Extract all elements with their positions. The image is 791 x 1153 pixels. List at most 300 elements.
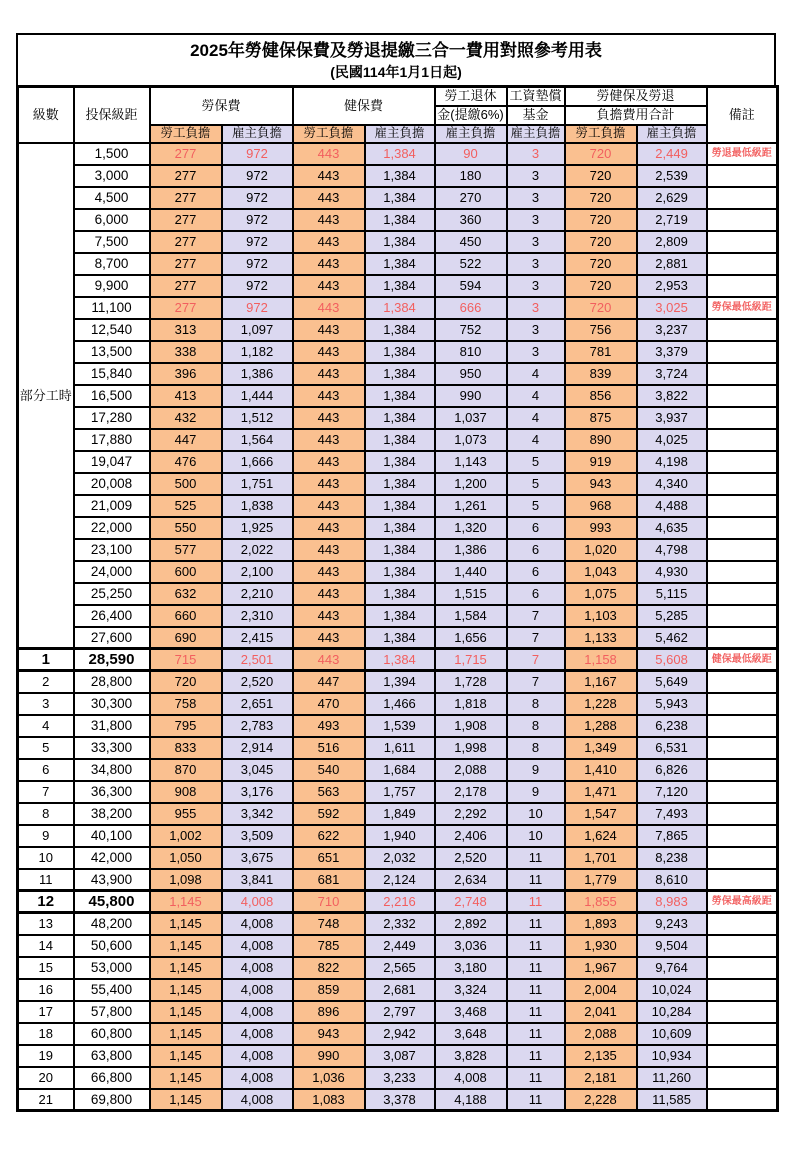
level-cell: 2 bbox=[18, 671, 74, 693]
value-cell: 9 bbox=[507, 759, 565, 781]
level-cell: 15 bbox=[18, 957, 74, 979]
salary-cell: 30,300 bbox=[74, 693, 150, 715]
value-cell: 1,384 bbox=[365, 627, 435, 649]
value-cell: 2,783 bbox=[222, 715, 293, 737]
value-cell: 1,564 bbox=[222, 429, 293, 451]
value-cell: 1,036 bbox=[293, 1067, 365, 1089]
level-cell: 11 bbox=[18, 869, 74, 891]
value-cell: 594 bbox=[435, 275, 507, 297]
value-cell: 4,008 bbox=[222, 979, 293, 1001]
value-cell: 4,008 bbox=[222, 957, 293, 979]
value-cell: 1,384 bbox=[365, 187, 435, 209]
value-cell: 1,083 bbox=[293, 1089, 365, 1111]
value-cell: 6 bbox=[507, 517, 565, 539]
value-cell: 7 bbox=[507, 671, 565, 693]
value-cell: 3,176 bbox=[222, 781, 293, 803]
salary-cell: 4,500 bbox=[74, 187, 150, 209]
value-cell: 1,384 bbox=[365, 517, 435, 539]
value-cell: 443 bbox=[293, 231, 365, 253]
value-cell: 3,045 bbox=[222, 759, 293, 781]
header-total-line2: 負擔費用合計 bbox=[565, 106, 707, 125]
value-cell: 277 bbox=[150, 231, 222, 253]
value-cell: 2,088 bbox=[565, 1023, 637, 1045]
value-cell: 1,751 bbox=[222, 473, 293, 495]
value-cell: 1,002 bbox=[150, 825, 222, 847]
value-cell: 1,893 bbox=[565, 913, 637, 935]
table-row bbox=[18, 495, 778, 517]
value-cell: 443 bbox=[293, 473, 365, 495]
note-cell bbox=[707, 935, 778, 957]
value-cell: 4,188 bbox=[435, 1089, 507, 1111]
note-cell bbox=[707, 451, 778, 473]
note-cell bbox=[707, 495, 778, 517]
value-cell: 990 bbox=[293, 1045, 365, 1067]
value-cell: 2,041 bbox=[565, 1001, 637, 1023]
value-cell: 1,384 bbox=[365, 231, 435, 253]
title-box bbox=[16, 33, 776, 85]
value-cell: 1,073 bbox=[435, 429, 507, 451]
value-cell: 11 bbox=[507, 1089, 565, 1111]
value-cell: 443 bbox=[293, 561, 365, 583]
table-row bbox=[18, 847, 778, 869]
value-cell: 1,384 bbox=[365, 561, 435, 583]
value-cell: 690 bbox=[150, 627, 222, 649]
value-cell: 1,384 bbox=[365, 143, 435, 165]
note-cell: 勞保最高級距 bbox=[707, 891, 778, 913]
value-cell: 3,025 bbox=[637, 297, 707, 319]
value-cell: 622 bbox=[293, 825, 365, 847]
salary-cell: 19,047 bbox=[74, 451, 150, 473]
value-cell: 972 bbox=[222, 253, 293, 275]
value-cell: 870 bbox=[150, 759, 222, 781]
value-cell: 3,342 bbox=[222, 803, 293, 825]
table-header bbox=[18, 87, 778, 143]
value-cell: 2,501 bbox=[222, 649, 293, 671]
value-cell: 1,386 bbox=[222, 363, 293, 385]
value-cell: 2,178 bbox=[435, 781, 507, 803]
value-cell: 2,953 bbox=[637, 275, 707, 297]
salary-cell: 17,280 bbox=[74, 407, 150, 429]
value-cell: 7 bbox=[507, 649, 565, 671]
salary-cell: 66,800 bbox=[74, 1067, 150, 1089]
value-cell: 2,914 bbox=[222, 737, 293, 759]
value-cell: 4,008 bbox=[222, 1067, 293, 1089]
level-cell: 7 bbox=[18, 781, 74, 803]
value-cell: 1,384 bbox=[365, 605, 435, 627]
value-cell: 1,349 bbox=[565, 737, 637, 759]
salary-cell: 33,300 bbox=[74, 737, 150, 759]
table-row bbox=[18, 209, 778, 231]
value-cell: 2,565 bbox=[365, 957, 435, 979]
value-cell: 6 bbox=[507, 539, 565, 561]
value-cell: 3 bbox=[507, 297, 565, 319]
value-cell: 9,243 bbox=[637, 913, 707, 935]
value-cell: 2,100 bbox=[222, 561, 293, 583]
note-cell bbox=[707, 429, 778, 451]
value-cell: 6,826 bbox=[637, 759, 707, 781]
value-cell: 313 bbox=[150, 319, 222, 341]
value-cell: 4,025 bbox=[637, 429, 707, 451]
value-cell: 1,384 bbox=[365, 649, 435, 671]
salary-cell: 11,100 bbox=[74, 297, 150, 319]
value-cell: 277 bbox=[150, 209, 222, 231]
level-cell: 5 bbox=[18, 737, 74, 759]
note-cell bbox=[707, 1067, 778, 1089]
note-cell bbox=[707, 341, 778, 363]
value-cell: 950 bbox=[435, 363, 507, 385]
salary-cell: 55,400 bbox=[74, 979, 150, 1001]
value-cell: 1,466 bbox=[365, 693, 435, 715]
salary-cell: 7,500 bbox=[74, 231, 150, 253]
value-cell: 1,940 bbox=[365, 825, 435, 847]
value-cell: 4 bbox=[507, 407, 565, 429]
value-cell: 972 bbox=[222, 187, 293, 209]
header-pension-line1: 勞工退休 bbox=[435, 87, 507, 106]
level-cell: 3 bbox=[18, 693, 74, 715]
value-cell: 3,036 bbox=[435, 935, 507, 957]
header-level: 級數 bbox=[18, 87, 74, 143]
value-cell: 4,930 bbox=[637, 561, 707, 583]
value-cell: 1,320 bbox=[435, 517, 507, 539]
table-row bbox=[18, 1089, 778, 1111]
value-cell: 681 bbox=[293, 869, 365, 891]
table-row bbox=[18, 693, 778, 715]
value-cell: 3,379 bbox=[637, 341, 707, 363]
level-cell: 13 bbox=[18, 913, 74, 935]
value-cell: 990 bbox=[435, 385, 507, 407]
header-pension-employer-share: 雇主負擔 bbox=[435, 125, 507, 143]
value-cell: 3,233 bbox=[365, 1067, 435, 1089]
value-cell: 443 bbox=[293, 363, 365, 385]
table-row bbox=[18, 143, 778, 165]
value-cell: 2,022 bbox=[222, 539, 293, 561]
table-row bbox=[18, 715, 778, 737]
value-cell: 3 bbox=[507, 209, 565, 231]
note-cell bbox=[707, 693, 778, 715]
value-cell: 443 bbox=[293, 495, 365, 517]
value-cell: 6 bbox=[507, 583, 565, 605]
value-cell: 1,145 bbox=[150, 1045, 222, 1067]
level-cell: 4 bbox=[18, 715, 74, 737]
value-cell: 4,198 bbox=[637, 451, 707, 473]
value-cell: 781 bbox=[565, 341, 637, 363]
value-cell: 470 bbox=[293, 693, 365, 715]
table-row bbox=[18, 451, 778, 473]
value-cell: 1,715 bbox=[435, 649, 507, 671]
value-cell: 972 bbox=[222, 165, 293, 187]
value-cell: 1,855 bbox=[565, 891, 637, 913]
value-cell: 1,547 bbox=[565, 803, 637, 825]
salary-cell: 20,008 bbox=[74, 473, 150, 495]
value-cell: 1,288 bbox=[565, 715, 637, 737]
value-cell: 8,610 bbox=[637, 869, 707, 891]
value-cell: 720 bbox=[565, 143, 637, 165]
table-body bbox=[18, 143, 778, 1111]
value-cell: 450 bbox=[435, 231, 507, 253]
value-cell: 592 bbox=[293, 803, 365, 825]
value-cell: 5 bbox=[507, 495, 565, 517]
note-cell bbox=[707, 869, 778, 891]
table-row bbox=[18, 385, 778, 407]
value-cell: 1,145 bbox=[150, 1067, 222, 1089]
value-cell: 1,384 bbox=[365, 473, 435, 495]
value-cell: 859 bbox=[293, 979, 365, 1001]
header-wage-fund-line2: 基金 bbox=[507, 106, 565, 125]
value-cell: 447 bbox=[293, 671, 365, 693]
salary-cell: 12,540 bbox=[74, 319, 150, 341]
value-cell: 443 bbox=[293, 341, 365, 363]
salary-cell: 63,800 bbox=[74, 1045, 150, 1067]
value-cell: 1,838 bbox=[222, 495, 293, 517]
value-cell: 447 bbox=[150, 429, 222, 451]
value-cell: 2,681 bbox=[365, 979, 435, 1001]
salary-cell: 21,009 bbox=[74, 495, 150, 517]
table-row bbox=[18, 583, 778, 605]
value-cell: 972 bbox=[222, 209, 293, 231]
value-cell: 1,384 bbox=[365, 165, 435, 187]
value-cell: 2,629 bbox=[637, 187, 707, 209]
value-cell: 2,449 bbox=[365, 935, 435, 957]
value-cell: 3,324 bbox=[435, 979, 507, 1001]
value-cell: 3,087 bbox=[365, 1045, 435, 1067]
value-cell: 9,764 bbox=[637, 957, 707, 979]
value-cell: 1,539 bbox=[365, 715, 435, 737]
page-title: 2025年勞健保保費及勞退提繳三合一費用對照參考用表 bbox=[190, 41, 602, 60]
value-cell: 8,238 bbox=[637, 847, 707, 869]
value-cell: 443 bbox=[293, 319, 365, 341]
value-cell: 2,942 bbox=[365, 1023, 435, 1045]
value-cell: 4,635 bbox=[637, 517, 707, 539]
value-cell: 3 bbox=[507, 275, 565, 297]
value-cell: 720 bbox=[150, 671, 222, 693]
value-cell: 8 bbox=[507, 737, 565, 759]
value-cell: 1,384 bbox=[365, 583, 435, 605]
header-labor-employer-share: 雇主負擔 bbox=[222, 125, 293, 143]
table-row bbox=[18, 561, 778, 583]
value-cell: 3 bbox=[507, 341, 565, 363]
value-cell: 4,008 bbox=[222, 1045, 293, 1067]
value-cell: 2,539 bbox=[637, 165, 707, 187]
value-cell: 5,649 bbox=[637, 671, 707, 693]
table-row bbox=[18, 737, 778, 759]
value-cell: 2,292 bbox=[435, 803, 507, 825]
note-cell bbox=[707, 407, 778, 429]
salary-cell: 25,250 bbox=[74, 583, 150, 605]
value-cell: 2,332 bbox=[365, 913, 435, 935]
value-cell: 632 bbox=[150, 583, 222, 605]
value-cell: 1,656 bbox=[435, 627, 507, 649]
value-cell: 715 bbox=[150, 649, 222, 671]
value-cell: 2,210 bbox=[222, 583, 293, 605]
note-cell bbox=[707, 1001, 778, 1023]
value-cell: 890 bbox=[565, 429, 637, 451]
value-cell: 3,509 bbox=[222, 825, 293, 847]
value-cell: 277 bbox=[150, 187, 222, 209]
value-cell: 4 bbox=[507, 385, 565, 407]
value-cell: 2,634 bbox=[435, 869, 507, 891]
value-cell: 4,008 bbox=[222, 913, 293, 935]
value-cell: 758 bbox=[150, 693, 222, 715]
note-cell bbox=[707, 187, 778, 209]
value-cell: 3,822 bbox=[637, 385, 707, 407]
value-cell: 1,143 bbox=[435, 451, 507, 473]
value-cell: 720 bbox=[565, 297, 637, 319]
value-cell: 5 bbox=[507, 473, 565, 495]
value-cell: 1,967 bbox=[565, 957, 637, 979]
value-cell: 1,701 bbox=[565, 847, 637, 869]
value-cell: 1,145 bbox=[150, 913, 222, 935]
note-cell bbox=[707, 1045, 778, 1067]
value-cell: 1,384 bbox=[365, 275, 435, 297]
value-cell: 3 bbox=[507, 143, 565, 165]
value-cell: 1,228 bbox=[565, 693, 637, 715]
value-cell: 443 bbox=[293, 627, 365, 649]
value-cell: 1,384 bbox=[365, 385, 435, 407]
value-cell: 90 bbox=[435, 143, 507, 165]
salary-cell: 36,300 bbox=[74, 781, 150, 803]
value-cell: 1,261 bbox=[435, 495, 507, 517]
value-cell: 4,008 bbox=[435, 1067, 507, 1089]
value-cell: 443 bbox=[293, 209, 365, 231]
value-cell: 2,216 bbox=[365, 891, 435, 913]
value-cell: 2,520 bbox=[222, 671, 293, 693]
value-cell: 2,032 bbox=[365, 847, 435, 869]
value-cell: 550 bbox=[150, 517, 222, 539]
value-cell: 1,182 bbox=[222, 341, 293, 363]
value-cell: 2,719 bbox=[637, 209, 707, 231]
value-cell: 516 bbox=[293, 737, 365, 759]
level-cell: 10 bbox=[18, 847, 74, 869]
value-cell: 1,384 bbox=[365, 407, 435, 429]
value-cell: 4 bbox=[507, 429, 565, 451]
value-cell: 432 bbox=[150, 407, 222, 429]
value-cell: 3 bbox=[507, 165, 565, 187]
value-cell: 443 bbox=[293, 451, 365, 473]
table-row bbox=[18, 539, 778, 561]
note-cell bbox=[707, 847, 778, 869]
salary-cell: 16,500 bbox=[74, 385, 150, 407]
value-cell: 10,609 bbox=[637, 1023, 707, 1045]
value-cell: 1,384 bbox=[365, 297, 435, 319]
salary-cell: 57,800 bbox=[74, 1001, 150, 1023]
value-cell: 1,757 bbox=[365, 781, 435, 803]
table-row bbox=[18, 803, 778, 825]
note-cell bbox=[707, 583, 778, 605]
value-cell: 908 bbox=[150, 781, 222, 803]
value-cell: 4,008 bbox=[222, 1089, 293, 1111]
value-cell: 839 bbox=[565, 363, 637, 385]
table-row bbox=[18, 913, 778, 935]
value-cell: 1,908 bbox=[435, 715, 507, 737]
value-cell: 720 bbox=[565, 231, 637, 253]
value-cell: 7,493 bbox=[637, 803, 707, 825]
value-cell: 476 bbox=[150, 451, 222, 473]
value-cell: 11 bbox=[507, 1023, 565, 1045]
table-row bbox=[18, 979, 778, 1001]
value-cell: 875 bbox=[565, 407, 637, 429]
table-row bbox=[18, 187, 778, 209]
value-cell: 443 bbox=[293, 253, 365, 275]
value-cell: 1,515 bbox=[435, 583, 507, 605]
table-row bbox=[18, 363, 778, 385]
value-cell: 1,925 bbox=[222, 517, 293, 539]
value-cell: 2,406 bbox=[435, 825, 507, 847]
value-cell: 4,488 bbox=[637, 495, 707, 517]
value-cell: 1,043 bbox=[565, 561, 637, 583]
salary-cell: 6,000 bbox=[74, 209, 150, 231]
salary-cell: 38,200 bbox=[74, 803, 150, 825]
table-row bbox=[18, 935, 778, 957]
salary-cell: 28,800 bbox=[74, 671, 150, 693]
salary-cell: 50,600 bbox=[74, 935, 150, 957]
value-cell: 2,797 bbox=[365, 1001, 435, 1023]
note-cell bbox=[707, 737, 778, 759]
table-row bbox=[18, 341, 778, 363]
note-cell bbox=[707, 275, 778, 297]
value-cell: 11 bbox=[507, 979, 565, 1001]
note-cell: 健保最低級距 bbox=[707, 649, 778, 671]
salary-cell: 17,880 bbox=[74, 429, 150, 451]
value-cell: 10 bbox=[507, 825, 565, 847]
value-cell: 522 bbox=[435, 253, 507, 275]
value-cell: 443 bbox=[293, 605, 365, 627]
note-cell bbox=[707, 209, 778, 231]
value-cell: 5,285 bbox=[637, 605, 707, 627]
value-cell: 443 bbox=[293, 143, 365, 165]
note-cell bbox=[707, 605, 778, 627]
value-cell: 3,675 bbox=[222, 847, 293, 869]
note-cell: 勞保最低級距 bbox=[707, 297, 778, 319]
value-cell: 1,103 bbox=[565, 605, 637, 627]
table-row bbox=[18, 1001, 778, 1023]
table-row bbox=[18, 825, 778, 847]
value-cell: 1,145 bbox=[150, 957, 222, 979]
value-cell: 1,158 bbox=[565, 649, 637, 671]
value-cell: 563 bbox=[293, 781, 365, 803]
value-cell: 720 bbox=[565, 187, 637, 209]
value-cell: 11 bbox=[507, 1045, 565, 1067]
value-cell: 180 bbox=[435, 165, 507, 187]
value-cell: 5 bbox=[507, 451, 565, 473]
value-cell: 2,449 bbox=[637, 143, 707, 165]
note-cell bbox=[707, 363, 778, 385]
value-cell: 4,008 bbox=[222, 935, 293, 957]
value-cell: 3 bbox=[507, 231, 565, 253]
value-cell: 972 bbox=[222, 231, 293, 253]
value-cell: 1,384 bbox=[365, 451, 435, 473]
value-cell: 1,512 bbox=[222, 407, 293, 429]
value-cell: 2,124 bbox=[365, 869, 435, 891]
salary-cell: 1,500 bbox=[74, 143, 150, 165]
value-cell: 1,728 bbox=[435, 671, 507, 693]
value-cell: 2,809 bbox=[637, 231, 707, 253]
value-cell: 651 bbox=[293, 847, 365, 869]
value-cell: 3 bbox=[507, 187, 565, 209]
value-cell: 4,008 bbox=[222, 1023, 293, 1045]
level-cell: 9 bbox=[18, 825, 74, 847]
value-cell: 10,284 bbox=[637, 1001, 707, 1023]
note-cell bbox=[707, 627, 778, 649]
value-cell: 2,228 bbox=[565, 1089, 637, 1111]
header-pension-line2: 金(提繳6%) bbox=[435, 106, 507, 125]
salary-cell: 31,800 bbox=[74, 715, 150, 737]
value-cell: 2,181 bbox=[565, 1067, 637, 1089]
note-cell bbox=[707, 759, 778, 781]
value-cell: 396 bbox=[150, 363, 222, 385]
value-cell: 1,666 bbox=[222, 451, 293, 473]
value-cell: 896 bbox=[293, 1001, 365, 1023]
value-cell: 493 bbox=[293, 715, 365, 737]
